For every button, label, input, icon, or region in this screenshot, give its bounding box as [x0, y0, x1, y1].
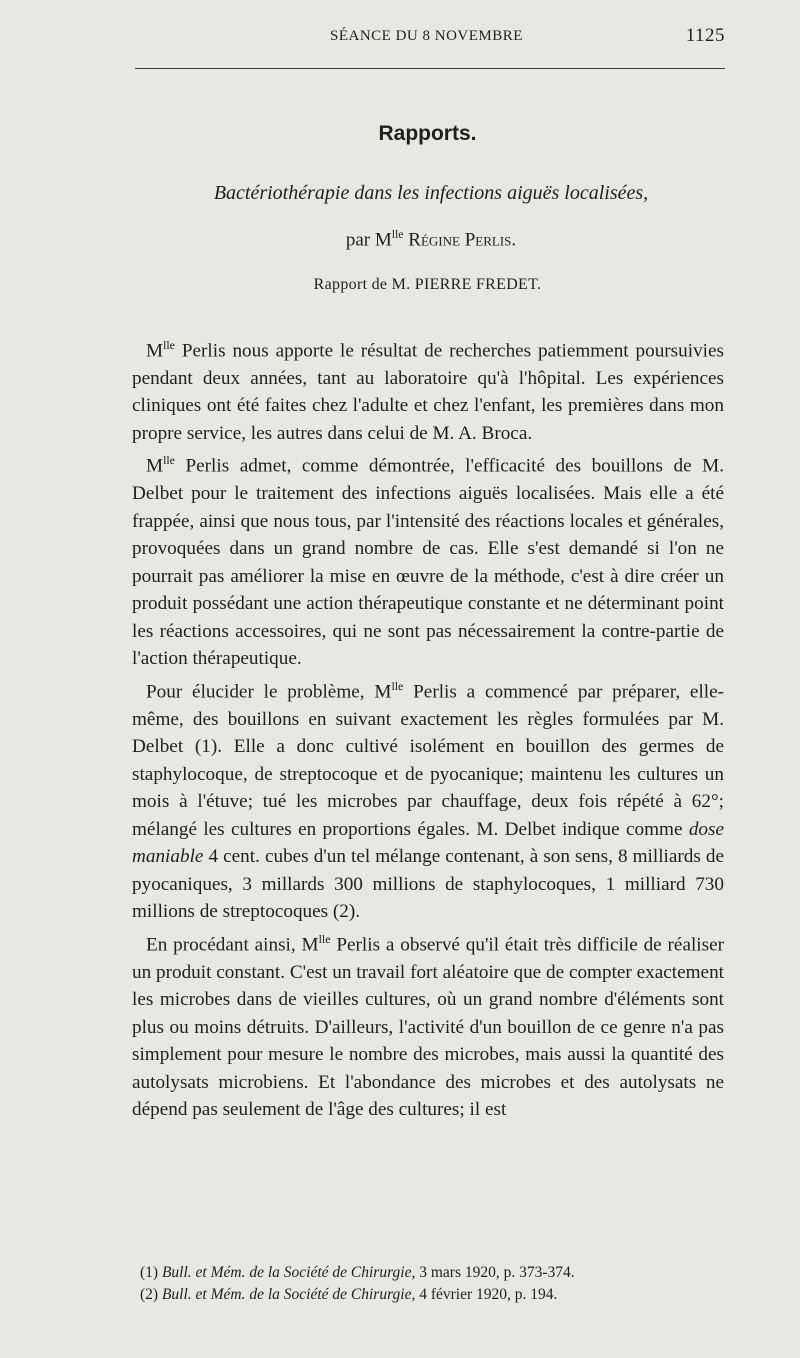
page-number: 1125	[685, 25, 725, 46]
para-3-lead: Pour élucider le problème, M	[146, 681, 392, 703]
section-title: Rapports.	[378, 122, 477, 145]
footnote-2-ref: 4 février 1920, p. 194.	[415, 1286, 558, 1303]
para-2-sup: lle	[163, 453, 175, 468]
footnote-2-num: (2)	[140, 1286, 162, 1303]
para-1-lead: M	[146, 340, 164, 362]
paragraph-2	[132, 447, 724, 672]
article-byline	[0, 228, 800, 251]
footnote-1-source: Bull. et Mém. de la Société de Chirurgie,	[161, 1264, 416, 1281]
byline-prefix: par M	[345, 229, 392, 251]
footnote-1-ref: 3 mars 1920, p. 373-374.	[415, 1264, 575, 1281]
footnote-2	[140, 1284, 730, 1306]
footnotes	[140, 1262, 730, 1306]
byline-sup: lle	[391, 228, 404, 241]
para-1-text: Perlis nous apporte le résultat de recherches patiemment poursuivies pendant deux années, tant au laboratoire qu'à l'hôpital. Les expériences cliniques ont été faites chez l'adulte et chez l'enfant, les premières dans mon propre service, les autres dans celui de M. A. Broca.	[132, 340, 724, 444]
para-3-text: Perlis a commencé par préparer, elle-même, des bouillons en suivant exactement les règles formulées par M. Delbet (1). Elle a donc cultivé isolément en bouillon des germes de staphylocoque, de streptocoque et de pyocanique; maintenu les cultures un mois à l'étuve; tué les microbes par chauffage, deux fois répété à 62°; mélangé les cultures en proportions égales. M. Delbet indique comme	[132, 681, 725, 840]
footnote-1-num: (1)	[140, 1264, 162, 1281]
para-4-sup: lle	[318, 931, 331, 946]
reporter-line: Rapport de M. PIERRE FREDET.	[313, 276, 542, 293]
footnote-1	[140, 1262, 730, 1284]
running-header	[135, 25, 725, 52]
footnote-2-source: Bull. et Mém. de la Société de Chirurgie,	[161, 1286, 416, 1303]
para-4-text: Perlis a observé qu'il était très difficile de réaliser un produit constant. C'est un travail fort aléatoire que de compter exactement les microbes dans de vieilles cultures, où un grand nombre d'éléments sont plus ou moins détruits. D'ailleurs, l'activité d'un bouillon de ce genre n'a pas simplement pour mesure le nombre des microbes, mais aussi la quantité des autolysats microbiens. Et l'abondance des microbes et des autolysats ne dépend pas seulement de l'âge des cultures; il est	[132, 934, 724, 1121]
paragraph-4	[132, 926, 724, 1124]
article-body	[132, 332, 724, 1124]
byline-name: Régine Perlis.	[408, 229, 517, 251]
para-2-text: Perlis admet, comme démontrée, l'efficacité des bouillons de M. Delbet pour le traitement des infections aiguës localisées. Mais elle a été frappée, ainsi que nous tous, par l'intensité des réactions locales et générales, provoquées dans un grand nombre de cas. Elle s'est demandé si l'on ne pourrait pas améliorer la mise en œuvre de la méthode, c'est à dire créer un produit possédant une action thérapeutique constante et ne déterminant point les réactions accessoires, qui ne sont pas nécessairement la contre-partie de l'action thérapeutique.	[132, 455, 724, 670]
header-rule	[135, 68, 725, 69]
article-title: Bactériothérapie dans les infections aiguës localisées,	[213, 182, 649, 204]
para-2-lead: M	[146, 455, 164, 477]
header-title: SÉANCE DU 8 NOVEMBRE	[330, 28, 523, 44]
para-3-sup: lle	[391, 678, 404, 693]
para-4-lead: En procédant ainsi, M	[146, 934, 319, 956]
paragraph-1	[132, 332, 724, 447]
para-3-italic: dose maniable	[132, 818, 724, 868]
paragraph-3	[132, 673, 724, 926]
para-1-sup: lle	[163, 338, 175, 352]
para-3-tail: 4 cent. cubes d'un tel mélange contenant, à son sens, 8 milliards de pyocaniques, 3 millards 300 millions de staphylocoques, 1 milliard 730 millions de streptocoques (2).	[132, 846, 724, 923]
